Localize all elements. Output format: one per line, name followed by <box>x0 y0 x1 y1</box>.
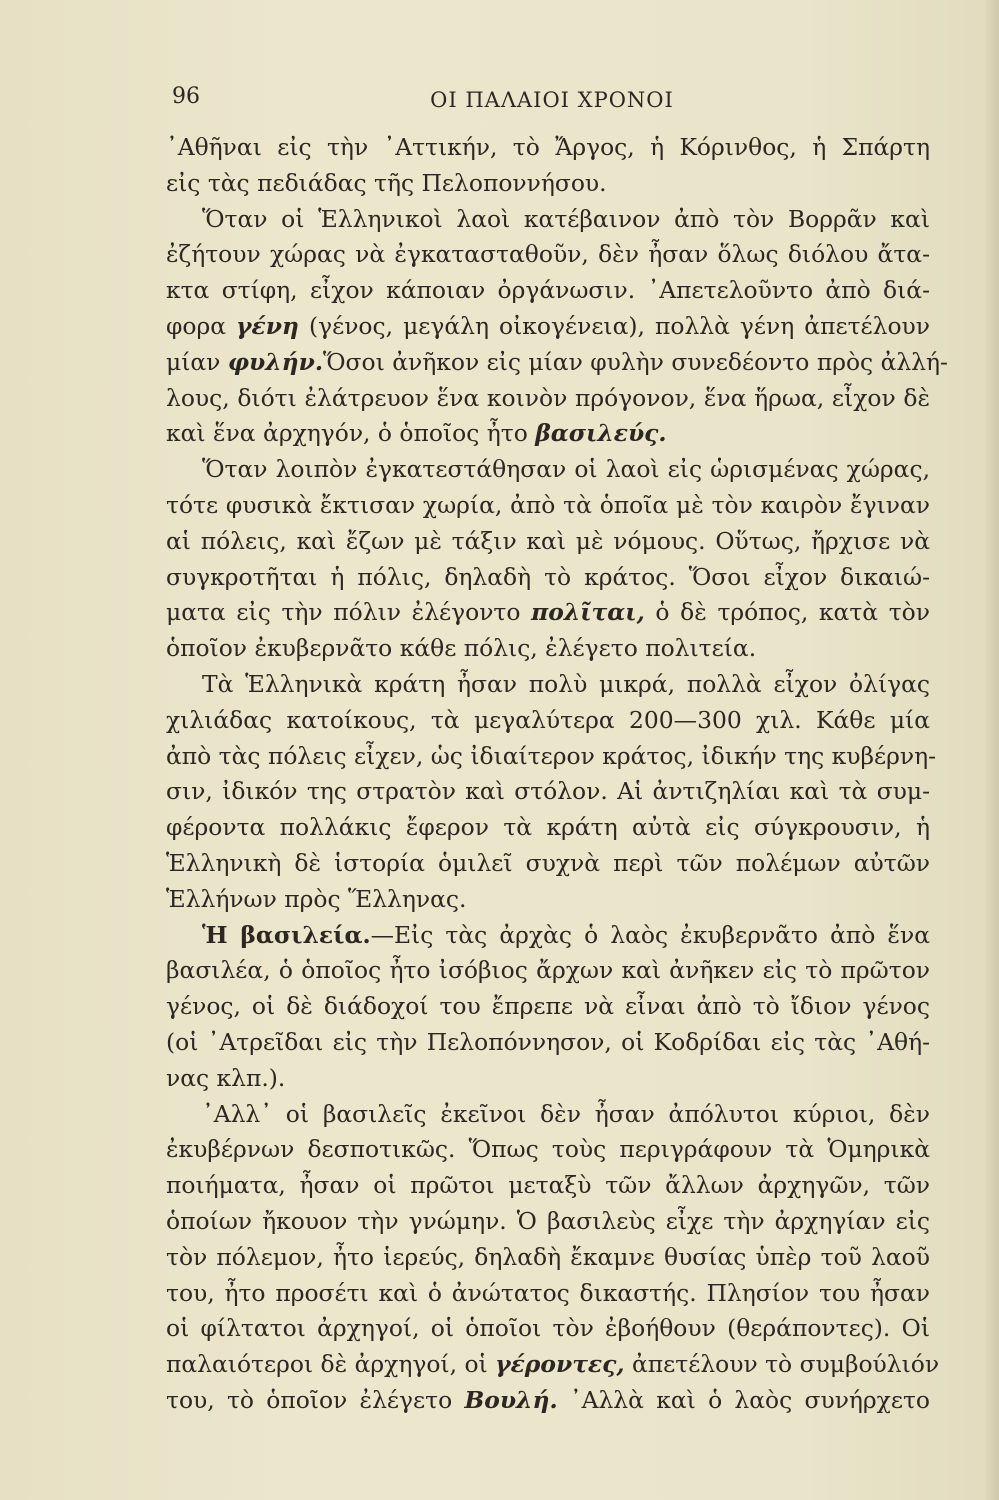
text-line: λους, διότι ἐλάτρευον ἕνα κοινὸν πρόγονον, ἕνα ἥρωα, εἶχον δὲ <box>166 383 930 412</box>
text-line: βασιλέα, ὁ ὁποῖος ἦτο ἰσόβιος ἄρχων καὶ ἀνῆκεν εἰς τὸ πρῶτον <box>166 956 930 985</box>
text-line: Ἑλλήνων πρὸς Ἕλληνας. <box>166 884 467 913</box>
text-line <box>166 345 948 381</box>
text-line: ἐκυβέρνων δεσποτικῶς. Ὅπως τοὺς περιγράφουν τὰ Ὁμηρικὰ <box>166 1135 930 1164</box>
page-edge <box>985 0 999 1500</box>
text-line: οἱ φίλτατοι ἀρχηγοί, οἱ ὁποῖοι τὸν ἐβοήθουν (θεράποντες). Οἱ <box>166 1314 930 1343</box>
emphasized-term: πολῖται, <box>531 598 645 627</box>
page-number: 96 <box>172 84 200 109</box>
text-line: Τὰ Ἑλληνικὰ κράτη ἦσαν πολὺ μικρά, πολλὰ εἶχον ὀλίγας <box>202 669 930 698</box>
text-line: Ὅταν οἱ Ἑλληνικοὶ λαοὶ κατέβαινον ἀπὸ τὸν Βορρᾶν καὶ <box>202 204 930 233</box>
text-line: τὸν πόλεμον, ἦτο ἱερεύς, δηλαδὴ ἔκαμνε θυσίας ὑπὲρ τοῦ λαοῦ <box>166 1242 930 1271</box>
text-line: ᾿Αλλ᾿ οἱ βασιλεῖς ἐκεῖνοι δὲν ἦσαν ἀπόλυτοι κύριοι, δὲν <box>202 1099 930 1128</box>
text-line: αἱ πόλεις, καὶ ἔζων μὲ τάξιν καὶ μὲ νόμους. Οὕτως, ἤρχισε νὰ <box>166 526 930 555</box>
page-header <box>172 84 932 120</box>
text-segment: ἀπετέλουν τὸ συμβούλιόν <box>624 1350 940 1379</box>
text-line: (οἱ ᾿Ατρεῖδαι εἰς τὴν Πελοπόννησον, οἱ Κοδρίδαι εἰς τὰς ᾿Αθή- <box>166 1027 930 1056</box>
text-line: ἐζήτουν χώρας νὰ ἐγκατασταθοῦν, δὲν ἦσαν ὅλως διόλου ἄτα- <box>166 240 930 269</box>
text-line: ἀπὸ τὰς πόλεις εἶχεν, ὡς ἰδιαίτερον κράτος, ἰδικήν της κυβέρνη- <box>166 741 937 770</box>
text-line <box>166 416 930 452</box>
text-segment: Ὅσοι ἀνῆκον εἰς μίαν φυλὴν συνεδέοντο πρὸς ἀλλή- <box>323 347 948 376</box>
text-line: του, ἦτο προσέτι καὶ ὁ ἀνώτατος δικαστής. Πλησίον του ἦσαν <box>166 1278 930 1307</box>
running-title: ΟΙ ΠΑΛΑΙΟΙ ΧΡΟΝΟΙ <box>430 88 674 112</box>
text-segment: του, τὸ ὁποῖον ἐλέγετο <box>166 1385 465 1414</box>
text-line: τότε φυσικὰ ἔκτισαν χωρία, ἀπὸ τὰ ὁποῖα μὲ τὸν καιρὸν ἔγιναν <box>166 490 930 519</box>
text-line: ᾿Αθῆναι εἰς τὴν ᾿Αττικήν, τὸ Ἄργος, ἡ Κόρινθος, ἡ Σπάρτη <box>166 133 930 161</box>
text-line: γένος, οἱ δὲ διάδοχοί του ἔπρεπε νὰ εἶναι ἀπὸ τὸ ἴδιον γένος <box>166 992 930 1021</box>
text-line: κτα στίφη, εἶχον κάποιαν ὀργάνωσιν. ᾿Απετελοῦντο ἀπὸ διά- <box>166 276 930 305</box>
text-line: νας κλπ.). <box>166 1063 286 1092</box>
text-line: Ὅταν λοιπὸν ἐγκατεστάθησαν οἱ λαοὶ εἰς ὡρισμένας χώρας, <box>202 455 930 484</box>
text-line <box>166 309 930 345</box>
text-segment: μίαν <box>166 347 228 376</box>
body-text <box>166 130 948 1419</box>
emphasized-term: βασιλεύς. <box>535 419 667 448</box>
text-line: συγκροτῆται ἡ πόλις, δηλαδὴ τὸ κράτος. Ὅσοι εἶχον δικαιώ- <box>166 562 930 591</box>
text-line: σιν, ἰδικόν της στρατὸν καὶ στόλον. Αἱ ἀντιζηλίαι καὶ τὰ συμ- <box>166 777 930 806</box>
text-segment: παλαιότεροι δὲ ἀρχηγοί, οἱ <box>166 1350 496 1379</box>
text-line: ὁποίων ἤκουον τὴν γνώμην. Ὁ βασιλεὺς εἶχε τὴν ἀρχηγίαν εἰς <box>166 1206 930 1235</box>
text-segment: καὶ ἕνα ἀρχηγόν, ὁ ὁποῖος ἦτο <box>166 419 536 448</box>
text-line: φέροντα πολλάκις ἔφερον τὰ κράτη αὐτὰ εἰς σύγκρουσιν, ἡ <box>166 813 930 842</box>
text-segment: ὁ δὲ τρόπος, κατὰ τὸν <box>644 598 930 627</box>
text-line: Ἑλληνικὴ δὲ ἱστορία ὁμιλεῖ συχνὰ περὶ τῶν πολέμων αὐτῶν <box>166 848 930 877</box>
text-line: εἰς τὰς πεδιάδας τῆς Πελοποννήσου. <box>166 168 607 197</box>
text-line: χιλιάδας κατοίκους, τὰ μεγαλύτερα 200—300 χιλ. Κάθε μία <box>166 705 930 734</box>
text-segment: ματα εἰς τὴν πόλιν ἐλέγοντο <box>166 598 532 627</box>
text-line <box>166 1383 930 1419</box>
text-segment: ᾿Αλλὰ καὶ ὁ λαὸς συνήρχετο <box>557 1385 930 1414</box>
text-segment: φορα <box>166 311 237 340</box>
text-segment: —Εἰς τὰς ἀρχὰς ὁ λαὸς ἐκυβερνᾶτο ἀπὸ ἕνα <box>370 920 930 949</box>
emphasized-term: γένη <box>236 311 299 340</box>
text-line <box>166 1347 940 1383</box>
text-line <box>166 595 930 631</box>
section-heading: Ἡ βασιλεία. <box>202 920 371 949</box>
text-segment: (γένος, μεγάλη οἰκογένεια), πολλὰ γένη ἀπετέλουν <box>298 311 930 340</box>
text-line: ὁποῖον ἐκυβερνᾶτο κάθε πόλις, ἐλέγετο πολιτεία. <box>166 634 757 663</box>
emphasized-term: Βουλή. <box>464 1385 558 1414</box>
text-line: ποιήματα, ἦσαν οἱ πρῶτοι μεταξὺ τῶν ἄλλων ἀρχηγῶν, τῶν <box>166 1171 930 1200</box>
text-line <box>166 918 930 954</box>
emphasized-term: γέροντες, <box>495 1350 625 1379</box>
emphasized-term: φυλήν. <box>227 347 324 376</box>
